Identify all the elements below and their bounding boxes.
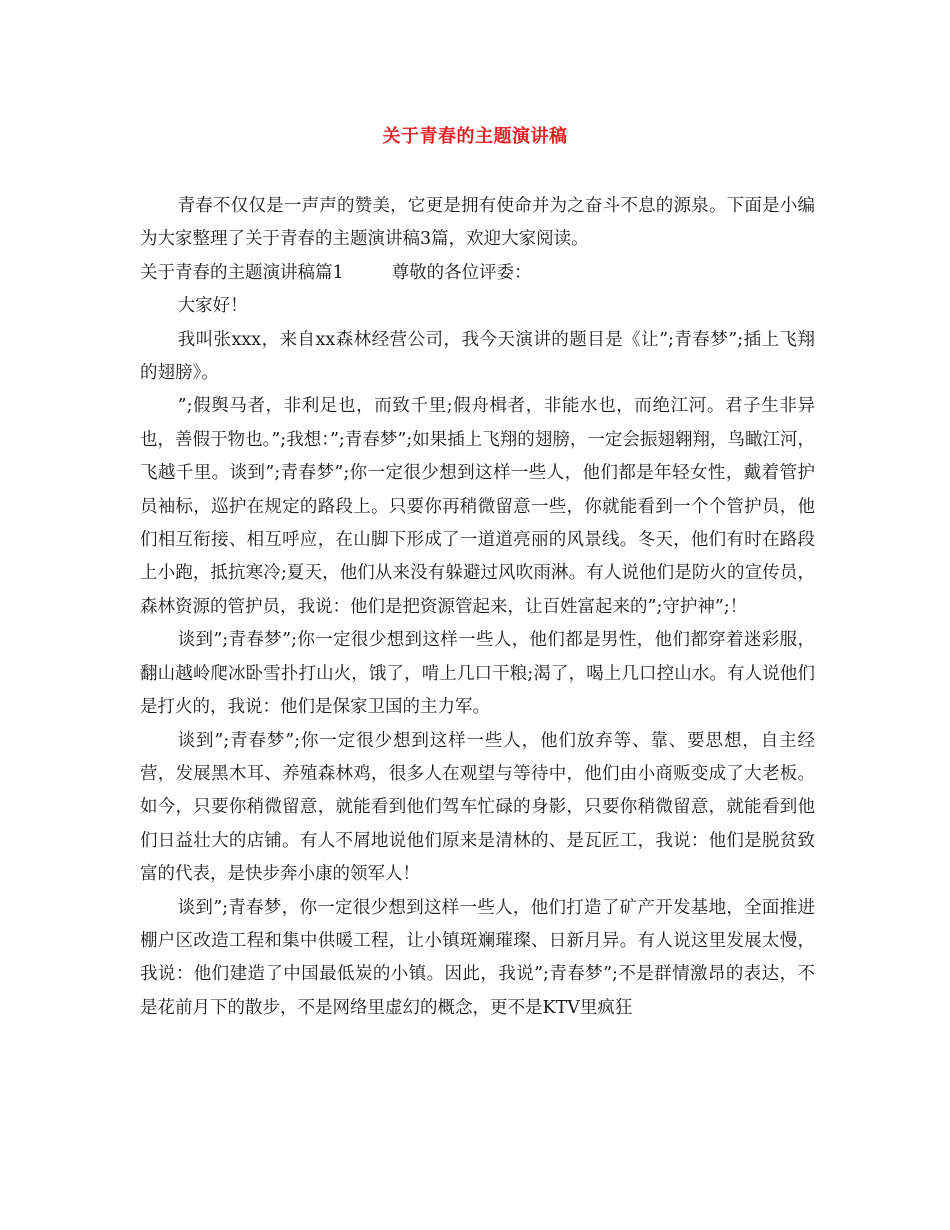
greeting: 大家好！ <box>177 296 248 317</box>
paragraph-4: 谈到”;青春梦”;你一定很少想到这样一些人，他们放弃等、靠、要思想，自主经营，发展黑木耳、养殖森林鸡，很多人在观望与等待中，他们由小商贩变成了大老板。如今，只要你稍微留意，就能看到他们驾车忙碌的身影，只要你稍微留意，就能看到他们日益壮大的店铺。有人不屑地说他们原来是清林的、是瓦匠工，我说：他们是脱贫致富的代表，是快步奔小康的领军人！ <box>140 730 815 885</box>
paragraph-2: ”;假舆马者，非利足也，而致千里;假舟楫者，非能水也，而绝江河。君子生非异也，善假于物也。”;我想：”;青春梦”;如果插上飞翔的翅膀，一定会振翅翱翔，鸟瞰江河，飞越千里。谈到”;青春梦”;你一定很少想到这样一些人，他们都是年轻女性，戴着管护员袖标，巡护在规定的路段上。只要你再稍微留意一些，你就能看到一个个管护员，他们相互衔接、相互呼应，在山脚下形成了一道道亮丽的风景线。冬天，他们有时在路段上小跑，抵抗寒冷;夏天，他们从来没有躲避过风吹雨淋。有人说他们是防火的宣传员，森林资源的管护员，我说：他们是把资源管起来，让百姓富起来的”;守护神”;！ <box>140 396 815 617</box>
section-heading: 关于青春的主题演讲稿篇1 <box>140 262 344 283</box>
paragraph-1: 我叫张xxx，来自xx森林经营公司，我今天演讲的题目是《让”;青春梦”;插上飞翔的翅膀》。 <box>140 329 815 384</box>
document-title: 关于青春的主题演讲稿 <box>382 126 568 147</box>
document-body <box>140 190 815 1025</box>
paragraph-3: 谈到”;青春梦”;你一定很少想到这样一些人，他们都是男性，他们都穿着迷彩服，翻山越岭爬冰卧雪扑打山火，饿了，啃上几口干粮;渴了，喝上几口控山水。有人说他们是打火的，我说：他们是保家卫国的主力军。 <box>140 630 815 718</box>
salutation: 尊敬的各位评委： <box>391 262 532 283</box>
heading-spacer <box>344 257 392 290</box>
section-heading-line <box>140 257 815 290</box>
paragraph-5: 谈到”;青春梦，你一定很少想到这样一些人，他们打造了矿产开发基地，全面推进棚户区改造工程和集中供暖工程，让小镇斑斓璀璨、日新月异。有人说这里发展太慢，我说：他们建造了中国最低炭的小镇。因此，我说”;青春梦”;不是群情激昂的表达，不是花前月下的散步，不是网络里虚幻的概念，更不是KTV里疯狂 <box>140 897 815 1018</box>
intro-paragraph: 青春不仅仅是一声声的赞美，它更是拥有使命并为之奋斗不息的源泉。下面是小编为大家整理了关于青春的主题演讲稿3篇，欢迎大家阅读。 <box>140 196 815 250</box>
